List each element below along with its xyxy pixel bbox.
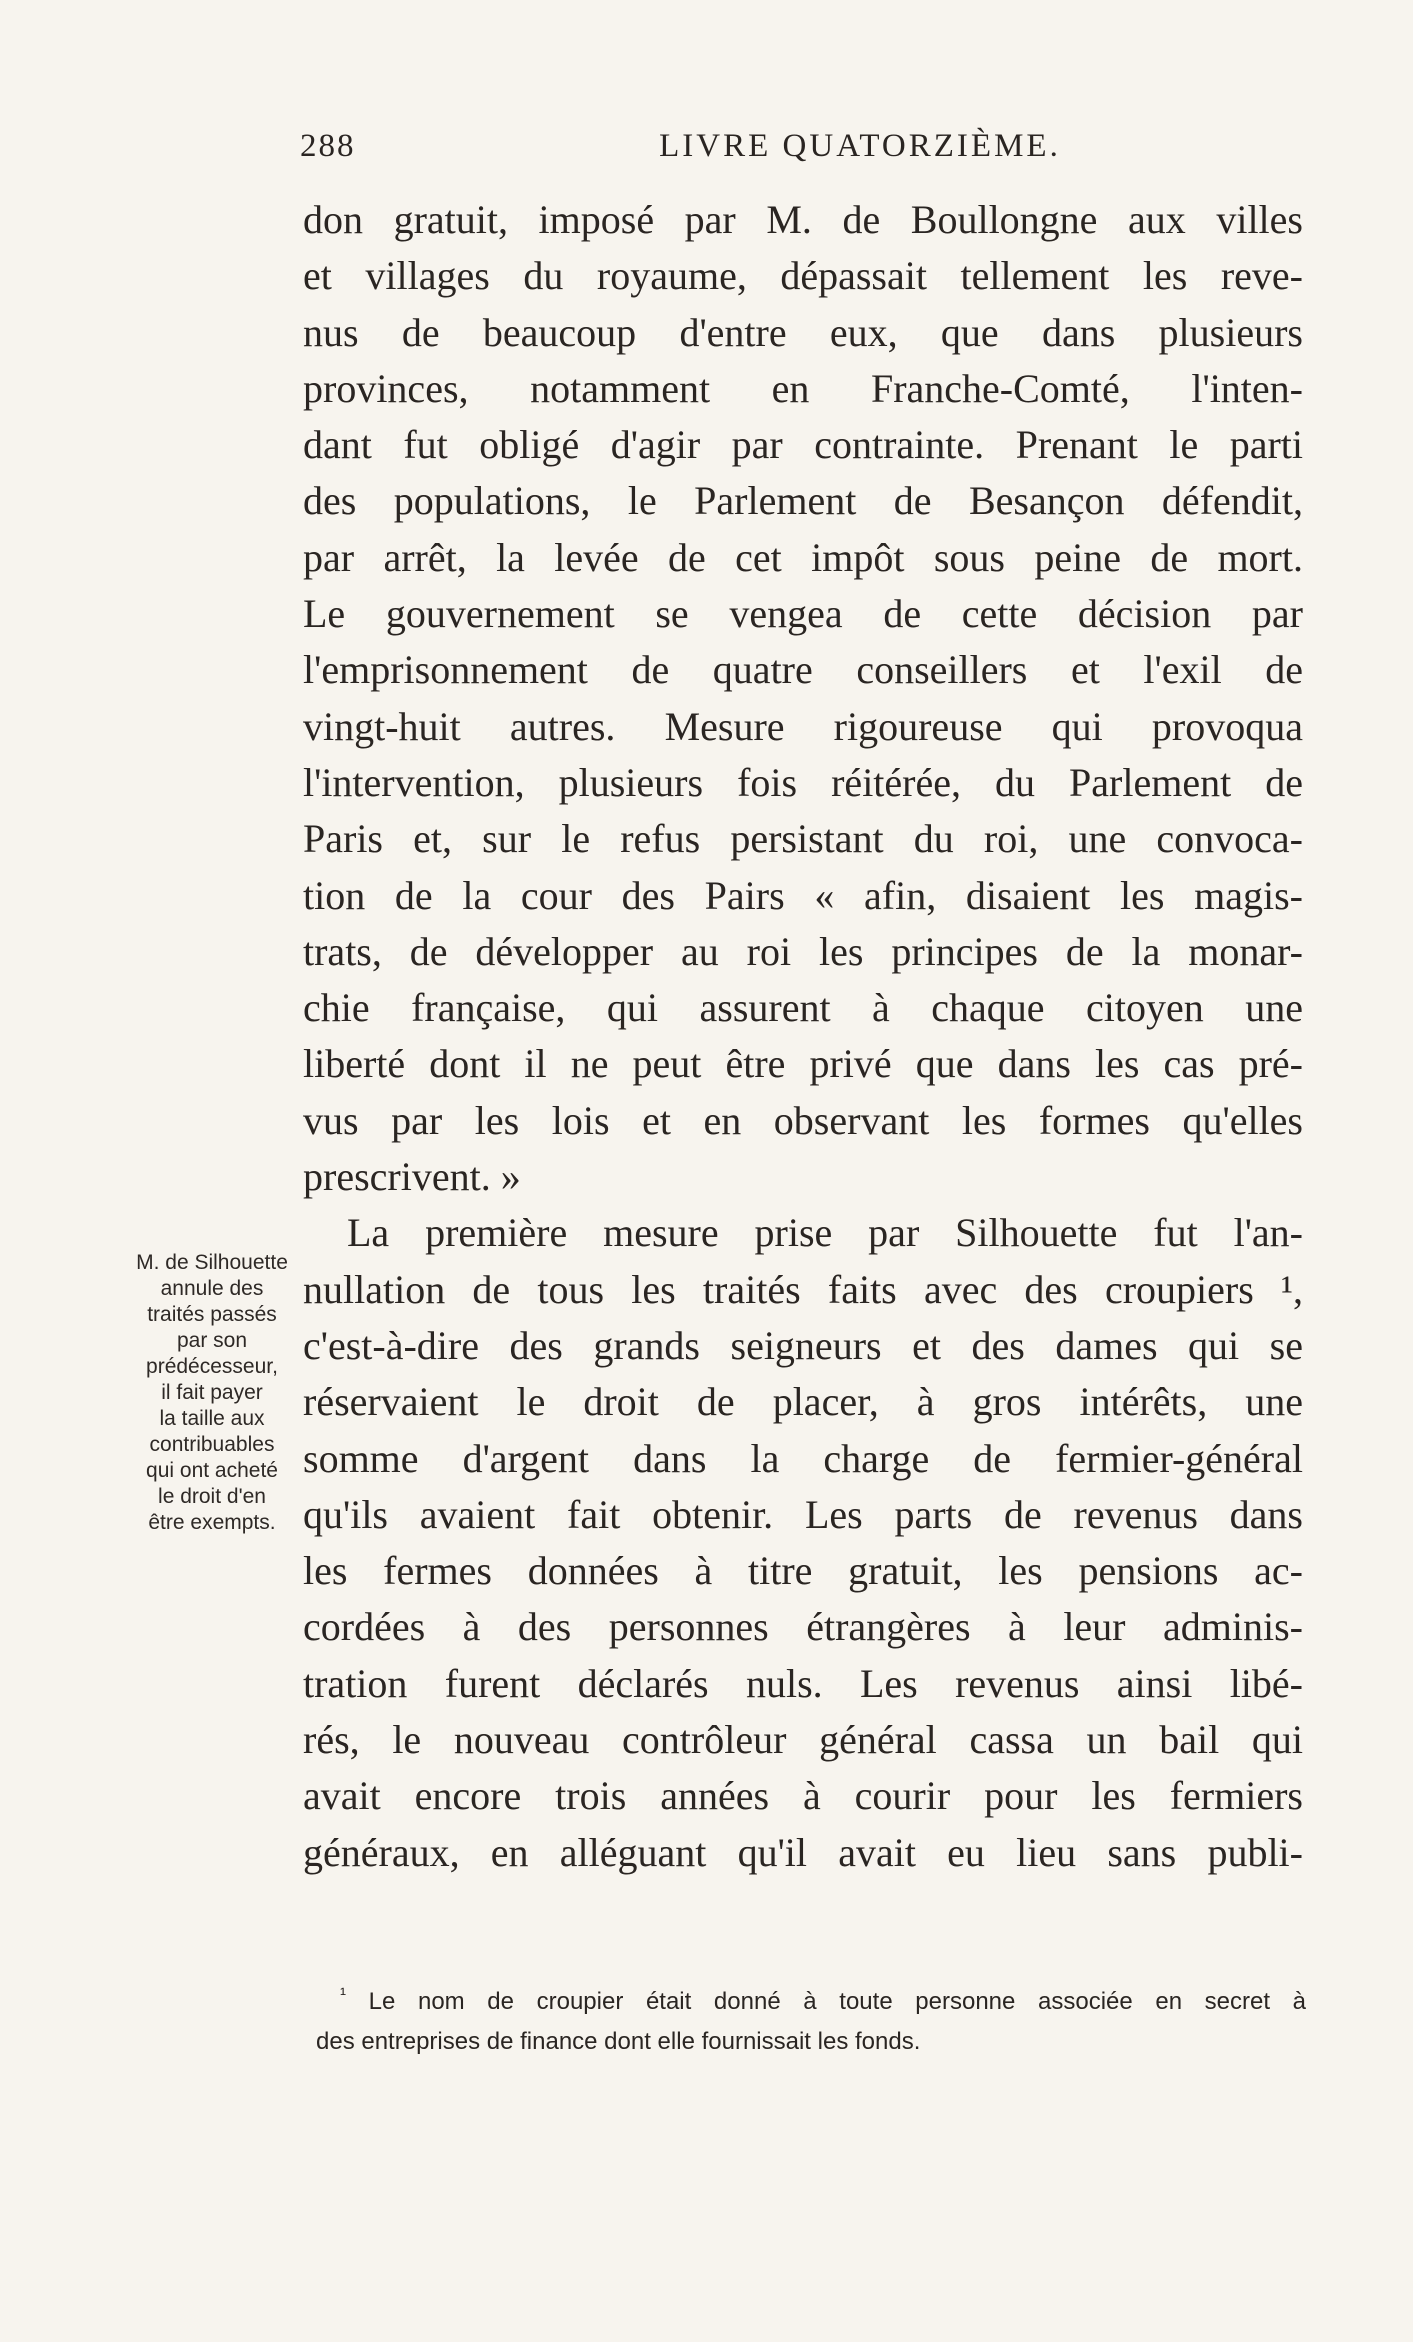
body-line: l'emprisonnement de quatre conseillers et l'exil de (303, 647, 1303, 693)
margin-note-line: la taille aux (159, 1407, 265, 1430)
body-line: vus par les lois et en observant les formes qu'elles (303, 1097, 1303, 1143)
margin-note-line: par son (176, 1329, 248, 1352)
body-line: généraux, en alléguant qu'il avait eu lieu sans publi- (303, 1829, 1303, 1875)
body-line: qu'ils avaient fait obtenir. Les parts de revenus dans (303, 1491, 1303, 1537)
body-line: chie française, qui assurent à chaque citoyen une (303, 985, 1303, 1031)
margin-note-line: qui ont acheté (146, 1459, 278, 1482)
footnote-text: Le nom de croupier était donné à toute personne associée en secret à (368, 1988, 1307, 2015)
body-text (303, 192, 1303, 1881)
body-line: tration furent déclarés nuls. Les revenus ainsi libé- (303, 1660, 1303, 1706)
footnote-line (316, 1974, 1306, 2022)
body-line: dant fut obligé d'agir par contrainte. Prenant le parti (303, 422, 1303, 468)
body-line: liberté dont il ne peut être privé que dans les cas pré- (303, 1041, 1303, 1087)
body-line: rés, le nouveau contrôleur général cassa un bail qui (303, 1717, 1303, 1763)
body-line: Le gouvernement se vengea de cette décision par (303, 591, 1303, 637)
body-line: cordées à des personnes étrangères à leur adminis- (303, 1604, 1303, 1650)
page-number: 288 (300, 128, 356, 164)
body-line: somme d'argent dans la charge de fermier-général (303, 1435, 1303, 1481)
footnote (316, 1974, 1306, 2062)
body-line: et villages du royaume, dépassait tellement les reve- (303, 253, 1303, 299)
body-line: don gratuit, imposé par M. de Boullongne aux villes (303, 197, 1303, 242)
body-line: prescrivent. » (303, 1154, 521, 1200)
page-header (300, 128, 1310, 172)
body-line: Paris et, sur le refus persistant du roi, une convoca- (303, 816, 1303, 862)
margin-note-line: M. de Silhouette (136, 1251, 288, 1274)
margin-note-line: contribuables (149, 1433, 275, 1456)
margin-note-line: annule des (160, 1277, 264, 1300)
margin-note (112, 1250, 312, 1536)
body-line: vingt-huit autres. Mesure rigoureuse qui provoqua (303, 703, 1303, 749)
footnote-marker: ¹ (340, 1984, 346, 2004)
margin-note-line: être exempts. (148, 1511, 276, 1534)
body-line: nullation de tous les traités faits avec des croupiers ¹, (303, 1266, 1303, 1312)
body-line: tion de la cour des Pairs « afin, disaient les magis- (303, 872, 1303, 918)
body-line: nus de beaucoup d'entre eux, que dans plusieurs (303, 309, 1303, 355)
margin-note-line: le droit d'en (158, 1485, 266, 1508)
body-line: réservaient le droit de placer, à gros intérêts, une (303, 1379, 1303, 1425)
running-title: LIVRE QUATORZIÈME. (659, 128, 1061, 164)
body-line: c'est-à-dire des grands seigneurs et des dames qui se (303, 1322, 1303, 1368)
body-line: avait encore trois années à courir pour les fermiers (303, 1773, 1303, 1819)
body-line: des populations, le Parlement de Besançon défendit, (303, 478, 1303, 524)
margin-note-line: il fait payer (161, 1381, 263, 1404)
body-line: par arrêt, la levée de cet impôt sous peine de mort. (303, 534, 1303, 580)
body-line-paragraph-start: La première mesure prise par Silhouette fut l'an- (347, 1210, 1303, 1256)
footnote-line: des entreprises de finance dont elle fournissait les fonds. (316, 2028, 921, 2055)
body-line: les fermes données à titre gratuit, les pensions ac- (303, 1548, 1303, 1594)
body-line: provinces, notamment en Franche-Comté, l'inten- (303, 365, 1303, 411)
margin-note-line: traités passés (147, 1303, 277, 1326)
body-line: trats, de développer au roi les principes de la monar- (303, 928, 1303, 974)
margin-note-line: prédécesseur, (146, 1355, 278, 1378)
body-line: l'intervention, plusieurs fois réitérée, du Parlement de (303, 759, 1303, 805)
